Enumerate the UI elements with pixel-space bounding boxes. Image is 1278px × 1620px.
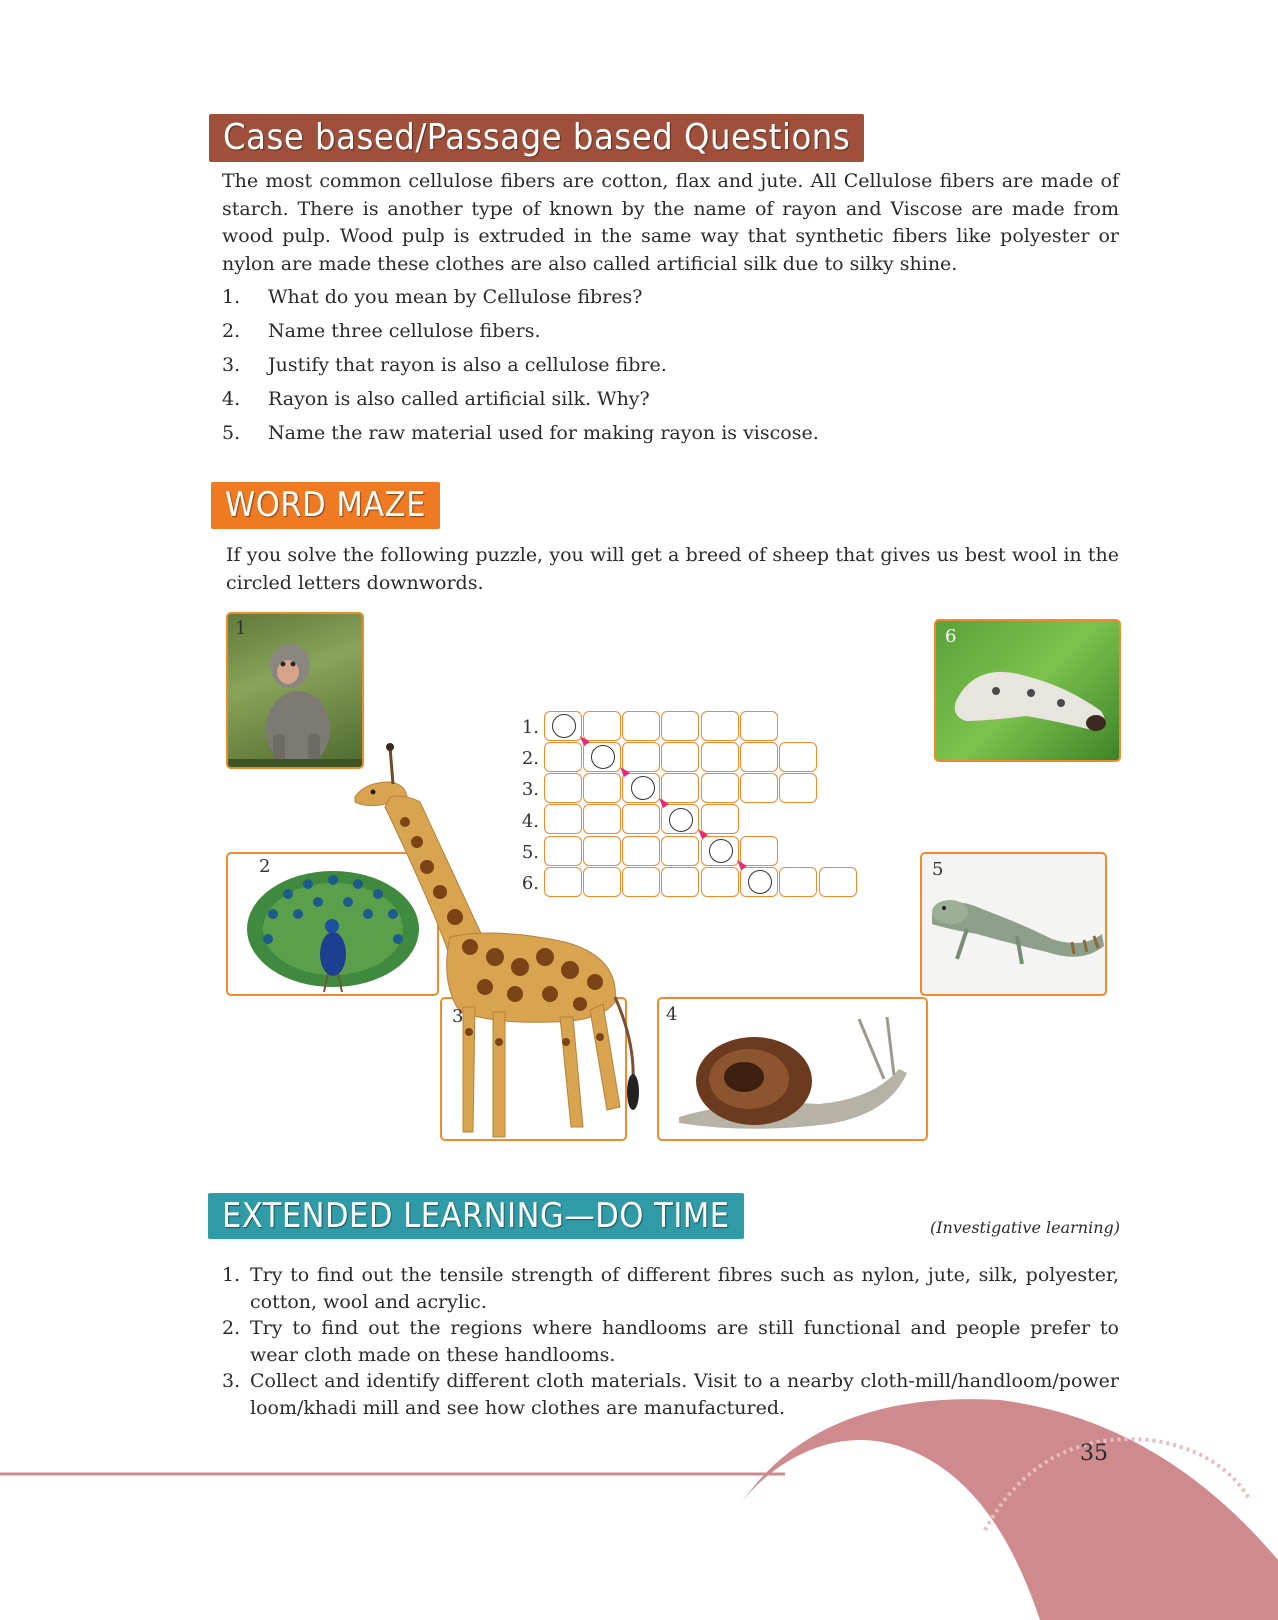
question-text: What do you mean by Cellulose fibres? xyxy=(268,286,643,308)
picture-number: 2 xyxy=(259,856,271,877)
case-section-title: Case based/Passage based Questions xyxy=(209,114,864,162)
word-maze-title: WORD MAZE xyxy=(211,482,440,529)
item-text: Try to find out the tensile strength of different fibres such as nylon, jute, silk, polyester, cotton, wool and acrylic. xyxy=(250,1264,1119,1313)
case-passage: The most common cellulose fibers are cotton, flax and jute. All Cellulose fibers are made of starch. There is another type of known by the name of rayon and Viscose are made from wood pulp. Wood pulp is extruded in the same way that synthetic fibers like polyester or nylon are made these clothes are also called artificial silk due to silky shine. xyxy=(222,170,1119,275)
picture-number: 6 xyxy=(945,626,957,647)
question-5 xyxy=(222,421,1082,445)
extended-item-1 xyxy=(222,1262,1119,1316)
monkey-icon xyxy=(228,614,364,769)
silkworm-image xyxy=(934,619,1121,762)
item-number: 2. xyxy=(222,1317,241,1339)
row-label: 1. xyxy=(521,717,539,738)
iguana-image xyxy=(920,852,1107,996)
question-4 xyxy=(222,387,1082,411)
question-number: 3. xyxy=(222,354,241,376)
question-number: 2. xyxy=(222,320,241,342)
row-label: 5. xyxy=(521,842,539,863)
picture-number: 1 xyxy=(235,618,247,639)
question-1 xyxy=(222,285,1082,309)
footer-decoration xyxy=(0,1390,1278,1620)
grid-cell[interactable] xyxy=(819,867,857,897)
silkworm-icon xyxy=(936,621,1121,762)
question-text: Name three cellulose fibers. xyxy=(268,320,541,342)
row-label: 2. xyxy=(521,748,539,769)
question-2 xyxy=(222,319,1082,343)
picture-number: 4 xyxy=(666,1004,678,1025)
word-maze-instruction: If you solve the following puzzle, you will get a breed of sheep that gives us best wool in the circled letters downwords. xyxy=(226,544,1119,594)
snail-image xyxy=(657,997,928,1141)
question-number: 1. xyxy=(222,286,241,308)
item-text: Try to find out the regions where handlooms are still functional and people prefer to wear cloth made on these handlooms. xyxy=(250,1317,1119,1366)
row-label: 6. xyxy=(521,873,539,894)
item-text: Collect and identify different cloth materials. Visit to a nearby cloth-mill/handloom/power loom/khadi mill and see how clothes are manufactured. xyxy=(250,1370,1119,1419)
extended-item-2 xyxy=(222,1315,1119,1369)
picture-number: 5 xyxy=(932,859,944,880)
picture-number: 3 xyxy=(452,1006,464,1027)
question-text: Name the raw material used for making rayon is viscose. xyxy=(268,422,819,444)
iguana-icon xyxy=(922,854,1107,996)
row-label: 4. xyxy=(521,811,539,832)
question-text: Justify that rayon is also a cellulose fibre. xyxy=(268,354,667,376)
snail-icon xyxy=(659,999,928,1141)
question-number: 5. xyxy=(222,422,241,444)
page-number: 35 xyxy=(1080,1441,1108,1466)
monkey-image xyxy=(226,612,364,769)
extended-section-title: EXTENDED LEARNING—DO TIME xyxy=(208,1193,744,1239)
question-text: Rayon is also called artificial silk. Why? xyxy=(268,388,650,410)
item-number: 1. xyxy=(222,1264,241,1286)
investigative-note: (Investigative learning) xyxy=(929,1218,1120,1237)
diagonal-arrows-icon xyxy=(570,730,790,910)
question-3 xyxy=(222,353,1082,377)
row-label: 3. xyxy=(521,779,539,800)
question-number: 4. xyxy=(222,388,241,410)
item-number: 3. xyxy=(222,1370,241,1392)
